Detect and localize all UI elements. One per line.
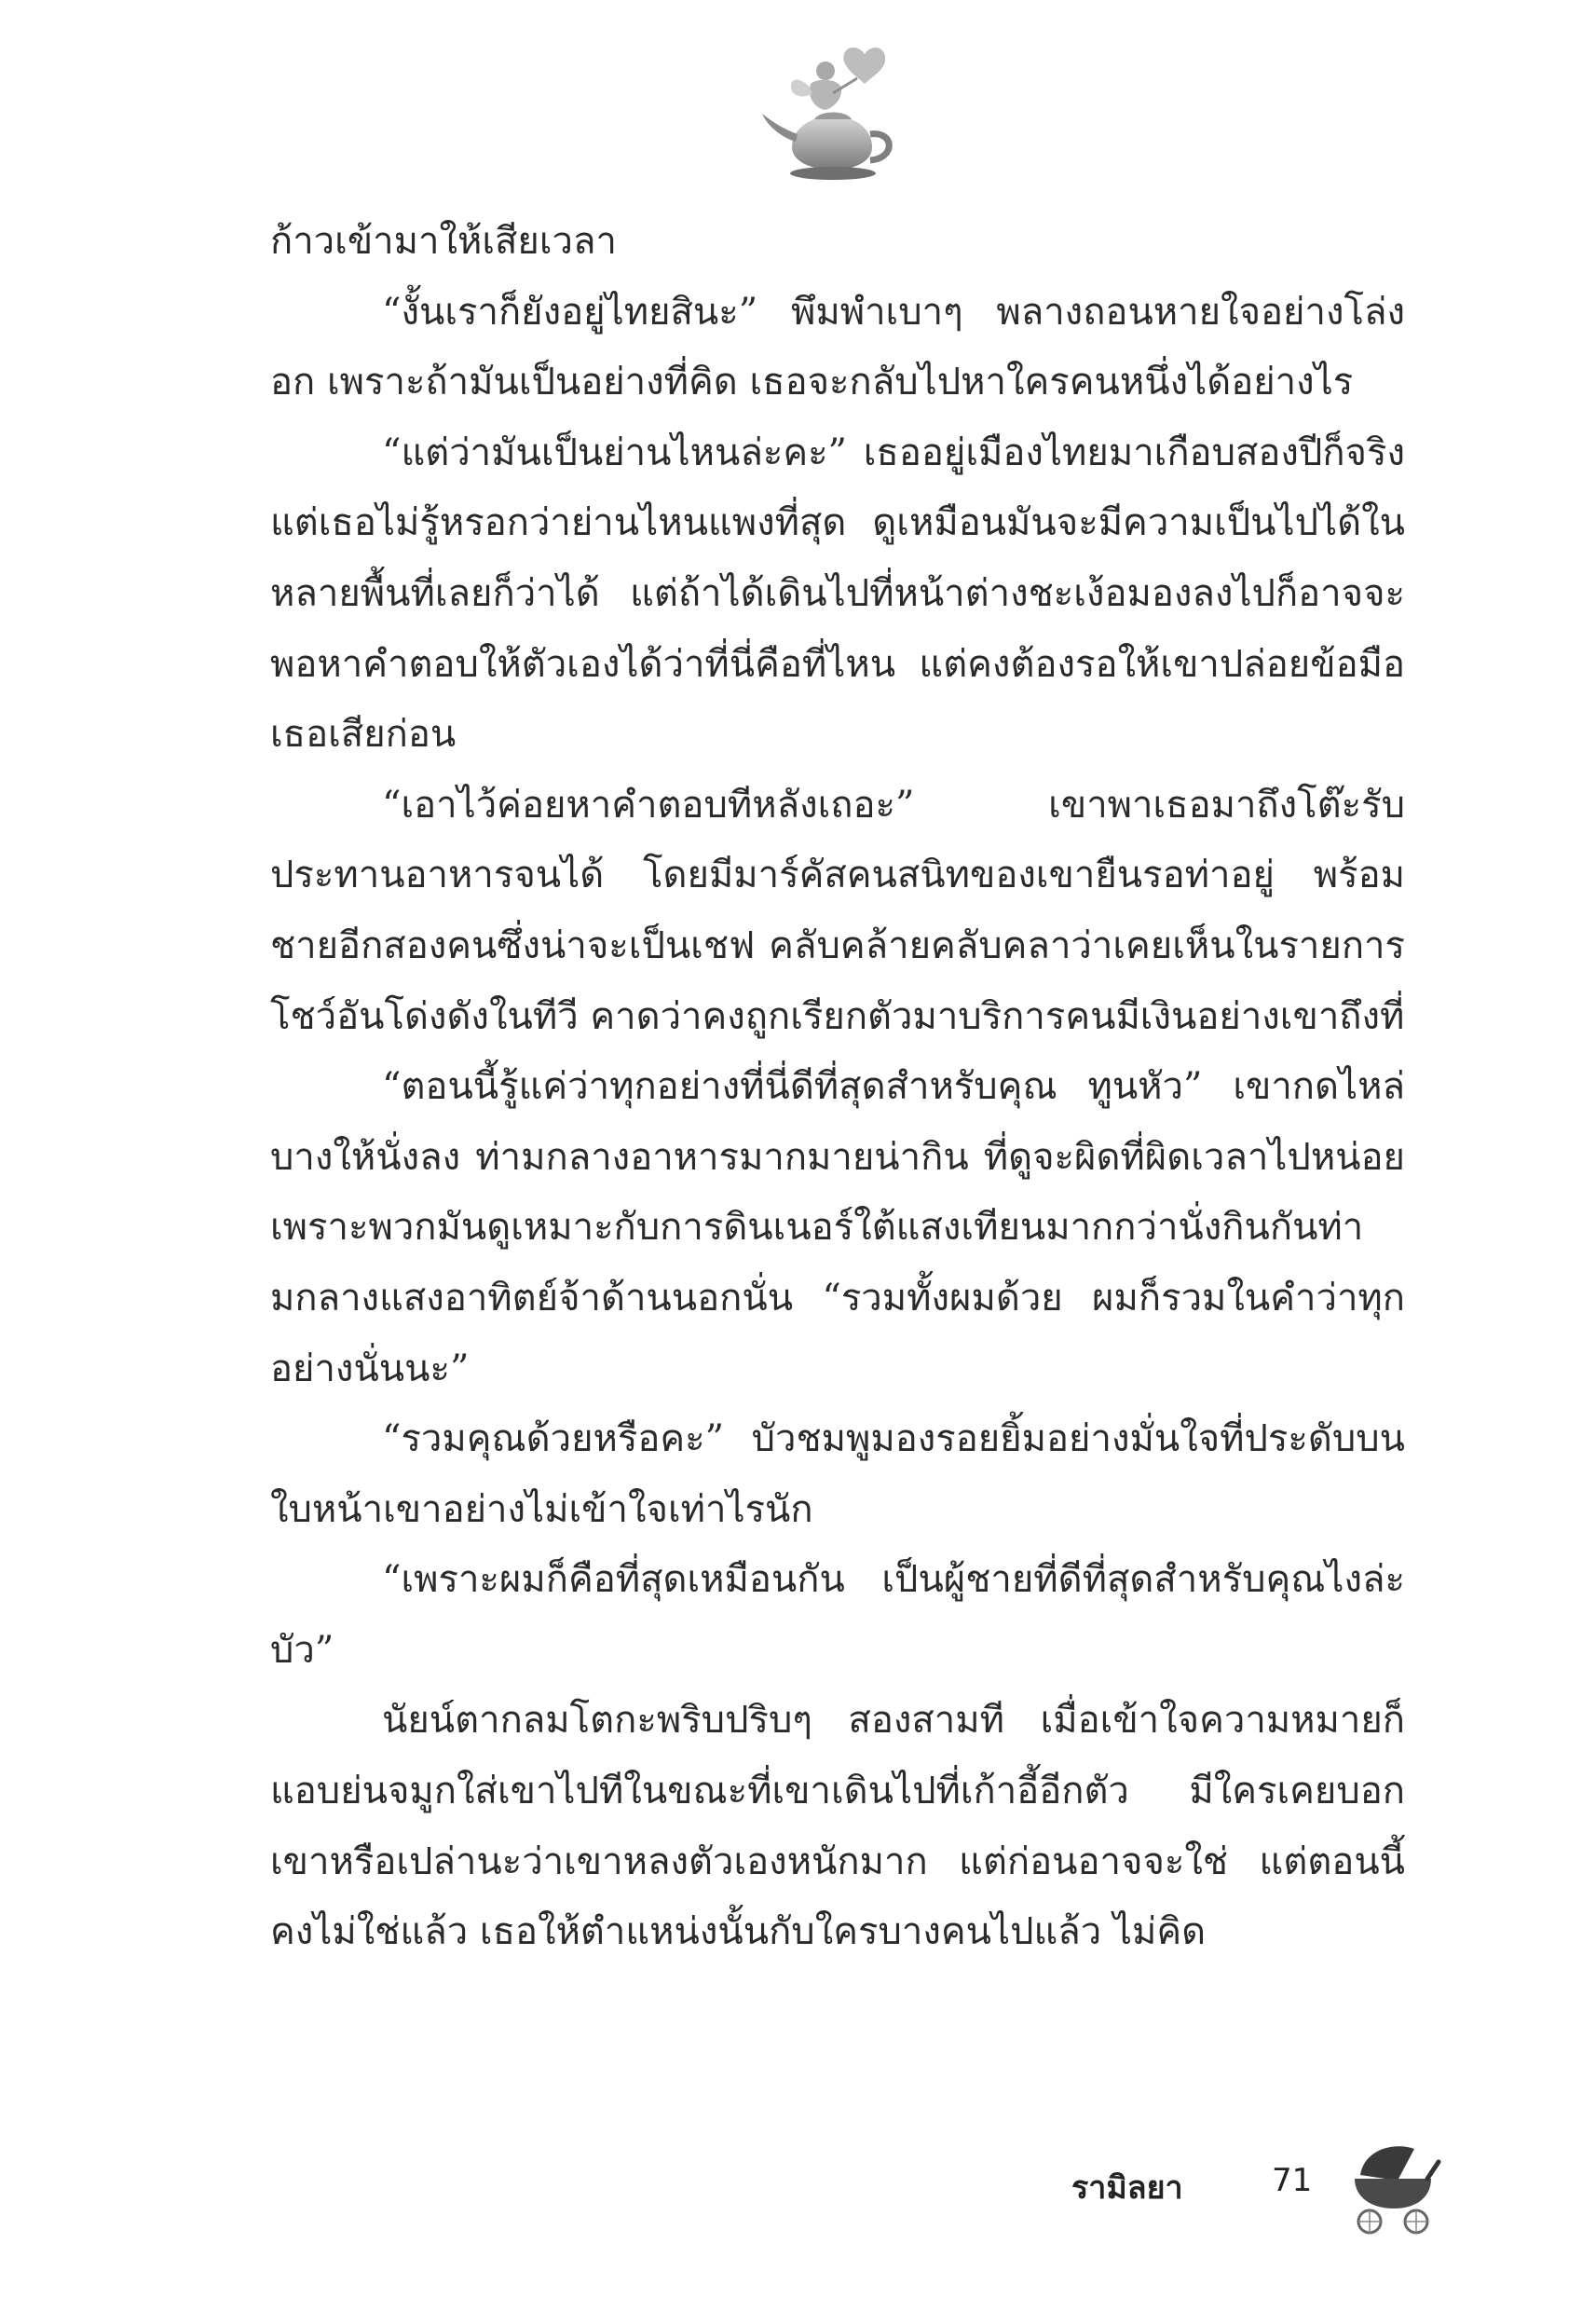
paragraph: “เพราะผมก็คือที่สุดเหมือนกัน เป็นผู้ชายที่ดีที่สุดสำหรับคุณไงล่ะบัว” — [270, 1558, 1405, 1672]
paragraph: นัยน์ตากลมโตกะพริบปริบๆ สองสามที เมื่อเข้าใจความหมายก็แอบย่นจมูกใส่เขาไปทีในขณะที่เขาเดินไปที่เก้าอี้อีกตัว มีใครเคยบอกเขาหรือเปล่านะว่าเขาหลงตัวเองหนักมาก แต่ก่อนอาจจะใช่ แต่ตอนนี้คงไม่ใช่แล้ว เธอให้ตำแหน่งนั้นกับใครบางคนไปแล้ว ไม่คิด — [270, 1699, 1405, 1954]
page-number: 71 — [1272, 2162, 1313, 2199]
paragraph: “งั้นเราก็ยังอยู่ไทยสินะ” พึมพำเบาๆ พลางถอนหายใจอย่างโล่งอก เพราะถ้ามันเป็นอย่างที่คิด เธอจะกลับไปหาใครคนหนึ่งได้อย่างไร — [270, 290, 1405, 404]
paragraph: “รวมคุณด้วยหรือคะ” บัวชมพูมองรอยยิ้มอย่างมั่นใจที่ประดับบนใบหน้าเขาอย่างไม่เข้าใจเท่าไรนัก — [270, 1417, 1405, 1531]
book-title: รามิลยา — [1071, 2169, 1183, 2207]
paragraph: “เอาไว้ค่อยหาคำตอบทีหลังเถอะ” เขาพาเธอมาถึงโต๊ะรับประทานอาหารจนได้ โดยมีมาร์คัสคนสนิทของเขายืนรอท่าอยู่ พร้อมชายอีกสองคนซึ่งน่าจะเป็นเชฟ คลับคล้ายคลับคลาว่าเคยเห็นในรายการโชว์อันโด่งดังในทีวี คาดว่าคงถูกเรียกตัวมาบริการคนมีเงินอย่างเขาถึงที่ — [270, 783, 1405, 1038]
page-footer — [1071, 2134, 1463, 2236]
paragraph: “แต่ว่ามันเป็นย่านไหนล่ะคะ” เธออยู่เมืองไทยมาเกือบสองปีก็จริง แต่เธอไม่รู้หรอกว่าย่านไหนแพงที่สุด ดูเหมือนมันจะมีความเป็นไปได้ในหลายพื้นที่เลยก็ว่าได้ แต่ถ้าได้เดินไปที่หน้าต่างชะเง้อมองลงไปก็อาจจะพอหาคำตอบให้ตัวเองได้ว่าที่นี่คือที่ไหน แต่คงต้องรอให้เขาปล่อยข้อมือเธอเสียก่อน — [270, 431, 1405, 757]
baby-carriage-icon — [1342, 2134, 1444, 2236]
cupid-teapot-icon — [755, 37, 904, 196]
body-text — [270, 207, 1405, 1968]
paragraph: “ตอนนี้รู้แค่ว่าทุกอย่างที่นี่ดีที่สุดสำหรับคุณ ทูนหัว” เขากดไหล่บางให้นั่งลง ท่ามกลางอาหารมากมายน่ากิน ที่ดูจะผิดที่ผิดเวลาไปหน่อย เพราะพวกมันดูเหมาะกับการดินเนอร์ใต้แสงเทียนมากกว่านั่งกินกันท่ามกลางแสงอาทิตย์จ้าด้านนอกนั่น “รวมทั้งผมด้วย ผมก็รวมในคำว่าทุกอย่างนั่นนะ” — [270, 1065, 1405, 1390]
paragraph: ก้าวเข้ามาให้เสียเวลา — [270, 220, 617, 263]
